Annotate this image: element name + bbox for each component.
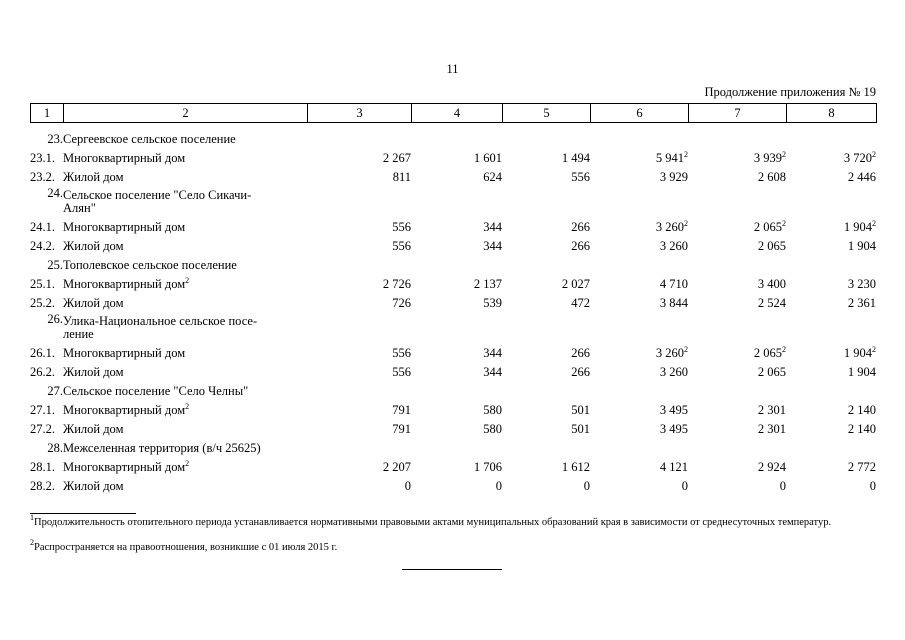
- row-label: Жилой дом: [63, 422, 124, 436]
- table-row: [30, 455, 876, 474]
- value-cell: 501: [571, 422, 590, 436]
- value-cell: 556: [392, 346, 411, 360]
- table-row: [30, 341, 876, 360]
- row-number: 25.1.: [30, 277, 55, 291]
- value-cell: 2 065: [757, 239, 786, 253]
- value-cell: 0: [404, 479, 411, 493]
- value-cell: 0: [681, 479, 688, 493]
- section-title: Сергеевское сельское поселение: [63, 132, 236, 146]
- value-cell: 1 904: [847, 365, 876, 379]
- row-number: 27.2.: [30, 422, 55, 436]
- table-row: [30, 474, 876, 493]
- value-cell: 3 844: [659, 296, 688, 310]
- section-row: [30, 184, 876, 215]
- value-cell: 1 612: [561, 460, 590, 474]
- value-cell: 3 260: [659, 365, 688, 379]
- section-title: Межселенная территория (в/ч 25625): [63, 441, 261, 455]
- value-cell: 3 $260^2$: [655, 345, 688, 360]
- section-row: [30, 379, 876, 398]
- row-label: Жилой дом: [63, 239, 124, 253]
- value-cell: 791: [392, 403, 411, 417]
- value-cell: 472: [571, 296, 590, 310]
- value-cell: 266: [571, 346, 590, 360]
- column-header-8: 8: [787, 104, 877, 123]
- value-cell: 344: [483, 220, 502, 234]
- row-label: Многоквартирный дом$^2$: [63, 459, 190, 474]
- value-cell: 2 301: [757, 403, 786, 417]
- value-cell: 501: [571, 403, 590, 417]
- end-divider: [402, 569, 502, 570]
- section-number: 25.: [47, 258, 63, 272]
- table-row: [30, 417, 876, 436]
- value-cell: 1 904: [847, 239, 876, 253]
- value-cell: 1 $904^2$: [843, 219, 876, 234]
- row-number: 28.1.: [30, 460, 55, 474]
- value-cell: 3 $939^2$: [753, 150, 786, 165]
- row-label: Жилой дом: [63, 365, 124, 379]
- section-number: 26.: [47, 312, 63, 326]
- value-cell: 266: [571, 220, 590, 234]
- row-label: Жилой дом: [63, 479, 124, 493]
- section-number: 24.: [47, 186, 63, 200]
- value-cell: 344: [483, 346, 502, 360]
- value-cell: 2 137: [473, 277, 502, 291]
- footnote-1: $^1$Продолжительность отопительного периода устанавливается нормативными правовыми актами муниципальных образований края в зависимости от среднесуточных температур.: [30, 513, 832, 528]
- value-cell: 3 230: [847, 277, 876, 291]
- section-row: [30, 436, 876, 455]
- tariff-table: [30, 127, 876, 493]
- row-label: Многоквартирный дом$^2$: [63, 402, 190, 417]
- value-cell: 556: [392, 239, 411, 253]
- value-cell: 3 929: [659, 170, 688, 184]
- value-cell: 556: [392, 220, 411, 234]
- row-label: Многоквартирный дом: [63, 346, 186, 360]
- value-cell: 556: [392, 365, 411, 379]
- column-header-3: 3: [308, 104, 412, 123]
- table-row: [30, 234, 876, 253]
- continuation-caption: Продолжение приложения № 19: [704, 85, 876, 99]
- row-number: 24.1.: [30, 220, 55, 234]
- value-cell: 1 $904^2$: [843, 345, 876, 360]
- row-label: Многоквартирный дом$^2$: [63, 276, 190, 291]
- value-cell: 1 601: [473, 151, 502, 165]
- value-cell: 3 $720^2$: [843, 150, 876, 165]
- row-number: 23.1.: [30, 151, 55, 165]
- value-cell: 1 706: [473, 460, 502, 474]
- value-cell: 580: [483, 403, 502, 417]
- row-number: 26.2.: [30, 365, 55, 379]
- value-cell: 2 267: [382, 151, 411, 165]
- value-cell: 3 260: [659, 239, 688, 253]
- value-cell: 2 207: [382, 460, 411, 474]
- value-cell: 2 $065^2$: [753, 219, 786, 234]
- value-cell: 344: [483, 239, 502, 253]
- value-cell: 344: [483, 365, 502, 379]
- value-cell: 3 495: [659, 422, 688, 436]
- row-number: 26.1.: [30, 346, 55, 360]
- value-cell: 0: [583, 479, 590, 493]
- row-number: 25.2.: [30, 296, 55, 310]
- value-cell: 1 494: [561, 151, 590, 165]
- column-header-2: 2: [64, 104, 308, 123]
- value-cell: 3 495: [659, 403, 688, 417]
- value-cell: 2 027: [561, 277, 590, 291]
- value-cell: 3 400: [757, 277, 786, 291]
- value-cell: 0: [779, 479, 786, 493]
- value-cell: 2 446: [847, 170, 876, 184]
- value-cell: 2 608: [757, 170, 786, 184]
- section-number: 23.: [47, 132, 63, 146]
- value-cell: 726: [392, 296, 411, 310]
- value-cell: 2 140: [847, 403, 876, 417]
- column-header-4: 4: [412, 104, 503, 123]
- value-cell: 2 065: [757, 365, 786, 379]
- value-cell: 0: [495, 479, 502, 493]
- section-title: Сельское поселение "Село Сикачи- Алян": [63, 188, 252, 215]
- row-number: 24.2.: [30, 239, 55, 253]
- table-row: [30, 291, 876, 310]
- section-row: [30, 310, 876, 341]
- row-number: 27.1.: [30, 403, 55, 417]
- section-row: [30, 127, 876, 146]
- value-cell: 2 726: [382, 277, 411, 291]
- row-label: Многоквартирный дом: [63, 220, 186, 234]
- value-cell: 811: [392, 170, 411, 184]
- section-title: Тополевское сельское поселение: [63, 258, 237, 272]
- footnote-divider: [30, 513, 136, 514]
- value-cell: 580: [483, 422, 502, 436]
- value-cell: 2 772: [847, 460, 876, 474]
- row-label: Жилой дом: [63, 296, 124, 310]
- value-cell: 2 301: [757, 422, 786, 436]
- value-cell: 2 140: [847, 422, 876, 436]
- value-cell: 624: [483, 170, 502, 184]
- value-cell: 266: [571, 239, 590, 253]
- footnote-2: $^2$Распространяется на правоотношения, возникшие с 01 июля 2015 г.: [30, 538, 338, 553]
- row-number: 28.2.: [30, 479, 55, 493]
- value-cell: 5 $941^2$: [655, 150, 688, 165]
- value-cell: 4 121: [659, 460, 688, 474]
- table-row: [30, 215, 876, 234]
- section-number: 27.: [47, 384, 63, 398]
- value-cell: 266: [571, 365, 590, 379]
- value-cell: 556: [571, 170, 590, 184]
- value-cell: 539: [483, 296, 502, 310]
- section-title: Сельское поселение "Село Челны": [63, 384, 249, 398]
- value-cell: 4 710: [659, 277, 688, 291]
- row-label: Многоквартирный дом: [63, 151, 186, 165]
- value-cell: 2 $065^2$: [753, 345, 786, 360]
- table-row: [30, 146, 876, 165]
- table-row: [30, 165, 876, 184]
- value-cell: 2 524: [757, 296, 786, 310]
- value-cell: 0: [869, 479, 876, 493]
- value-cell: 791: [392, 422, 411, 436]
- column-header-1: 1: [31, 104, 64, 123]
- column-header-row: [30, 103, 877, 123]
- page-number: 11: [446, 62, 459, 76]
- row-label: Жилой дом: [63, 170, 124, 184]
- column-header-6: 6: [591, 104, 689, 123]
- value-cell: 2 924: [757, 460, 786, 474]
- section-number: 28.: [47, 441, 63, 455]
- table-row: [30, 272, 876, 291]
- value-cell: 2 361: [847, 296, 876, 310]
- table-row: [30, 398, 876, 417]
- table-row: [30, 360, 876, 379]
- column-header-7: 7: [689, 104, 787, 123]
- section-row: [30, 253, 876, 272]
- value-cell: 3 $260^2$: [655, 219, 688, 234]
- section-title: Улика-Национальное сельское посе- ление: [63, 314, 258, 341]
- row-number: 23.2.: [30, 170, 55, 184]
- column-header-5: 5: [503, 104, 591, 123]
